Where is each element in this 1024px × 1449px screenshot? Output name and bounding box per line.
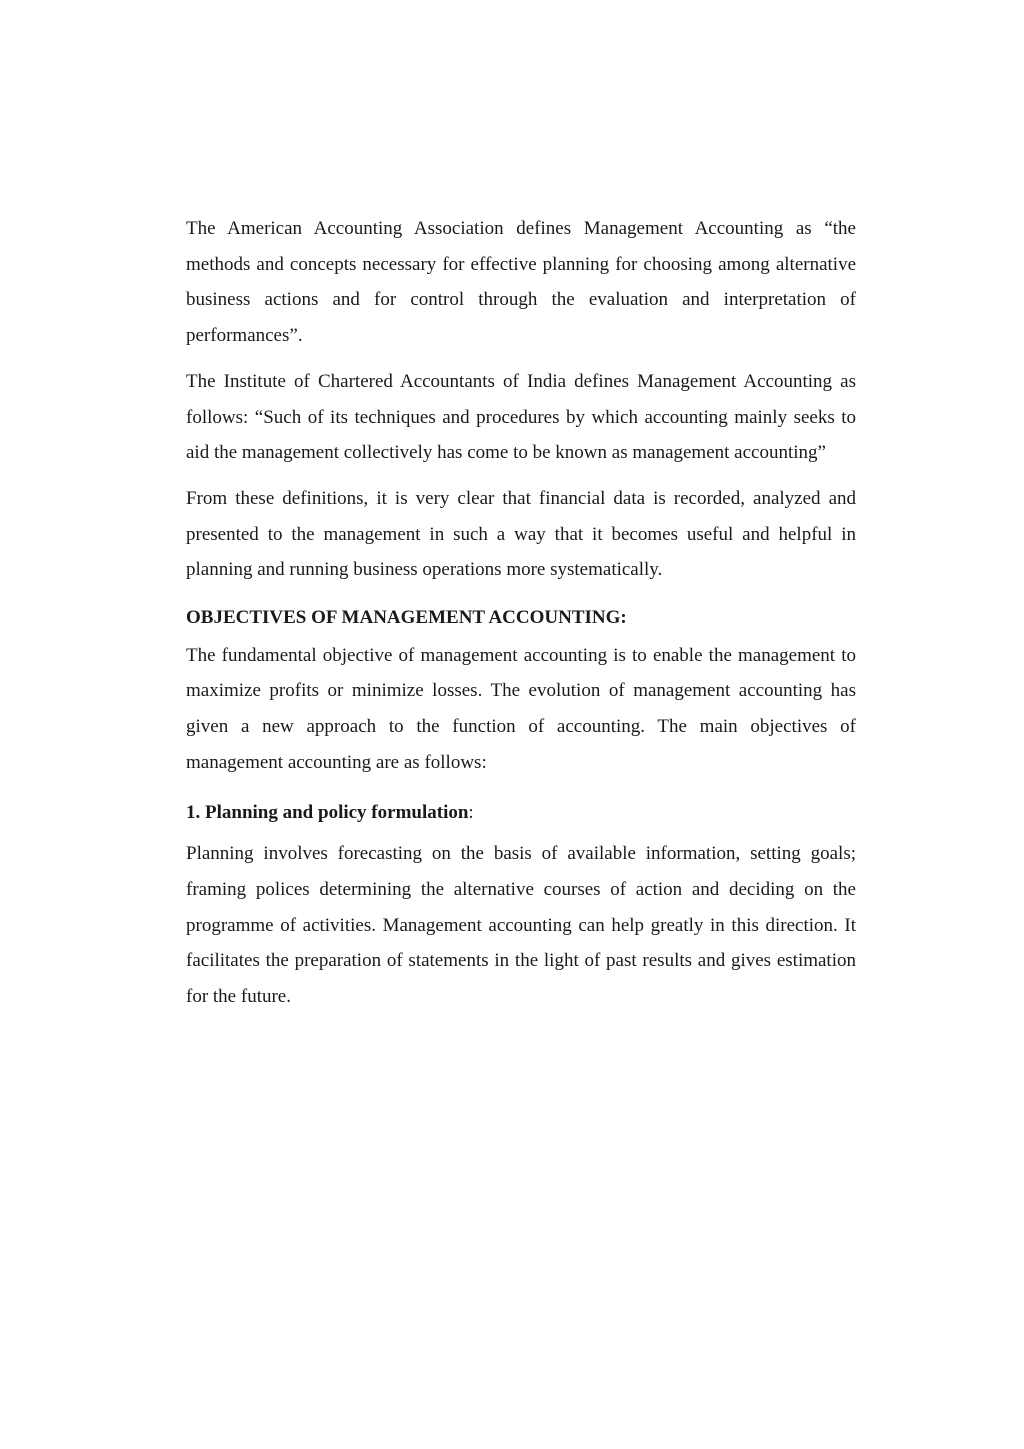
paragraph-icai-definition: The Institute of Chartered Accountants of India defines Management Accounting as follows: “Such of its techniques and procedures by which accounting mainly seeks to aid the management collectively has come to be known as management accounting” — [186, 370, 856, 464]
document-page — [186, 211, 856, 1025]
objectives-heading: OBJECTIVES OF MANAGEMENT ACCOUNTING: — [186, 607, 627, 629]
section-1-suffix: : — [468, 801, 474, 823]
paragraph-definitions-summary: From these definitions, it is very clear that financial data is recorded, analyzed and presented to the management in such a way that it becomes useful and helpful in planning and running business operations more systematically. — [186, 487, 856, 581]
paragraph-objectives: The fundamental objective of management accounting is to enable the management to maximize profits or minimize losses. The evolution of management accounting has given a new approach to the function of accounting. The main objectives of management accounting are as follows: — [186, 644, 856, 773]
section-1-title: 1. Planning and policy formulation — [186, 801, 469, 823]
section-1-heading — [186, 795, 856, 831]
paragraph-planning: Planning involves forecasting on the basis of available information, setting goals; framing polices determining the alternative courses of action and deciding on the programme of activities. Management accounting can help greatly in this direction. It facilitates the preparation of statements in the light of past results and gives estimation for the future. — [186, 843, 856, 1008]
paragraph-aaa-definition: The American Accounting Association defines Management Accounting as “the methods and concepts necessary for effective planning for choosing among alternative business actions and for control through the evaluation and interpretation of performances”. — [186, 218, 856, 347]
